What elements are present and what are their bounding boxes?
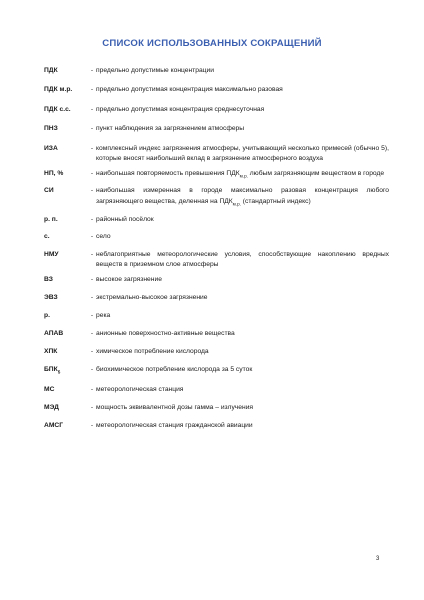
abbreviation-term: ЭВЗ	[44, 293, 58, 301]
abbreviation-entry	[44, 105, 389, 116]
abbreviation-term: ПДК	[44, 67, 58, 74]
abbreviation-term: $БПК_5$	[44, 365, 61, 375]
abbreviation-definition: неблагоприятные метеорологические условия, способствующие накоплению вредных веществ в приземном слое атмосферы	[96, 250, 389, 269]
abbreviation-entry	[44, 385, 389, 396]
abbreviation-definition: районный посёлок	[96, 215, 154, 223]
separator-dash: -	[90, 293, 94, 301]
abbreviation-term: ХПК	[44, 347, 58, 355]
abbreviation-entry	[44, 347, 389, 358]
separator-dash: -	[90, 125, 94, 133]
abbreviation-entry	[44, 144, 389, 165]
separator-dash: -	[90, 215, 94, 223]
abbreviation-term: р.	[44, 311, 50, 319]
abbreviation-definition: предельно допустимые концентрации	[96, 67, 214, 74]
abbreviation-definition: комплексный индекс загрязнения атмосферы, учитывающий несколько примесей (обычно 5), которые вносят наибольший вклад в загрязнение атмосферного воздуха	[96, 144, 389, 163]
abbreviation-entry	[44, 365, 389, 378]
abbreviation-term: АПАВ	[44, 329, 64, 337]
separator-dash: -	[90, 86, 94, 94]
separator-dash: -	[90, 169, 94, 177]
abbreviation-term: р. п.	[44, 215, 58, 223]
abbreviation-definition: предельно допустимая концентрация максимально разовая	[96, 86, 283, 94]
abbreviation-definition: наибольшая измеренная в городе максимально разовая концентрация любого загрязняющего вещества, деленная на $ПДК_{м.р.}$ (стандартный индекс)	[96, 187, 389, 207]
abbreviation-entry	[44, 186, 389, 209]
abbreviation-entry	[44, 403, 389, 414]
separator-dash: -	[90, 105, 94, 113]
separator-dash: -	[90, 365, 94, 373]
separator-dash: -	[90, 250, 94, 258]
abbreviation-entry	[44, 250, 389, 271]
separator-dash: -	[90, 233, 94, 241]
abbreviation-definition: метеорологическая станция	[96, 386, 184, 394]
abbreviation-term: с.	[44, 233, 50, 241]
abbreviation-definition: метеорологическая станция гражданской авиации	[96, 422, 253, 430]
document-title: СПИСОК ИСПОЛЬЗОВАННЫХ СОКРАЩЕНИЙ	[102, 38, 322, 49]
abbreviation-entry	[44, 124, 389, 135]
abbreviation-entry	[44, 85, 389, 96]
abbreviation-term: СИ	[44, 187, 54, 195]
page-number: 3	[376, 556, 380, 562]
abbreviation-definition: биохимическое потребление кислорода за 5 суток	[96, 365, 253, 373]
abbreviation-term: НП, %	[44, 169, 64, 177]
abbreviation-definition: экстремально-высокое загрязнение	[96, 293, 208, 301]
separator-dash: -	[90, 67, 94, 74]
separator-dash: -	[90, 187, 94, 195]
abbreviation-definition: река	[96, 311, 111, 319]
separator-dash: -	[90, 311, 94, 319]
separator-dash: -	[90, 422, 94, 430]
abbreviation-entry	[44, 232, 389, 243]
abbreviation-definition: анионные поверхностно-активные вещества	[96, 329, 235, 337]
separator-dash: -	[90, 347, 94, 355]
abbreviation-term: ПДК м.р.	[44, 86, 73, 94]
abbreviation-term: ВЗ	[44, 275, 53, 283]
abbreviation-entry	[44, 66, 389, 77]
abbreviation-term: НМУ	[44, 250, 59, 258]
abbreviation-entry	[44, 311, 389, 322]
abbreviation-entry	[44, 169, 389, 182]
abbreviation-term: МС	[44, 386, 55, 394]
abbreviation-definition: наибольшая повторяемость превышения $ПДК_{м.р.}$ любым загрязняющим веществом в городе	[96, 169, 385, 178]
abbreviation-term: ПНЗ	[44, 125, 58, 133]
separator-dash: -	[90, 404, 94, 412]
abbreviation-definition: пункт наблюдения за загрязнением атмосферы	[96, 125, 245, 133]
abbreviation-term: АМСГ	[44, 422, 64, 430]
abbreviation-definition: мощность эквивалентной дозы гамма – излучения	[96, 404, 254, 412]
separator-dash: -	[90, 144, 94, 152]
abbreviation-definition: село	[96, 233, 111, 241]
abbreviation-list	[44, 66, 389, 439]
abbreviation-entry	[44, 329, 389, 340]
abbreviation-entry	[44, 215, 389, 226]
abbreviation-term: МЭД	[44, 404, 59, 412]
abbreviation-term: ПДК с.с.	[44, 105, 71, 113]
separator-dash: -	[90, 275, 94, 283]
separator-dash: -	[90, 329, 94, 337]
abbreviation-entry	[44, 293, 389, 304]
abbreviation-definition: высокое загрязнение	[96, 275, 162, 283]
abbreviation-term: ИЗА	[44, 144, 58, 152]
abbreviation-entry	[44, 421, 389, 432]
abbreviation-definition: химическое потребление кислорода	[96, 347, 209, 355]
abbreviation-entry	[44, 275, 389, 286]
separator-dash: -	[90, 386, 94, 394]
abbreviation-definition: предельно допустимая концентрация среднесуточная	[96, 105, 265, 113]
